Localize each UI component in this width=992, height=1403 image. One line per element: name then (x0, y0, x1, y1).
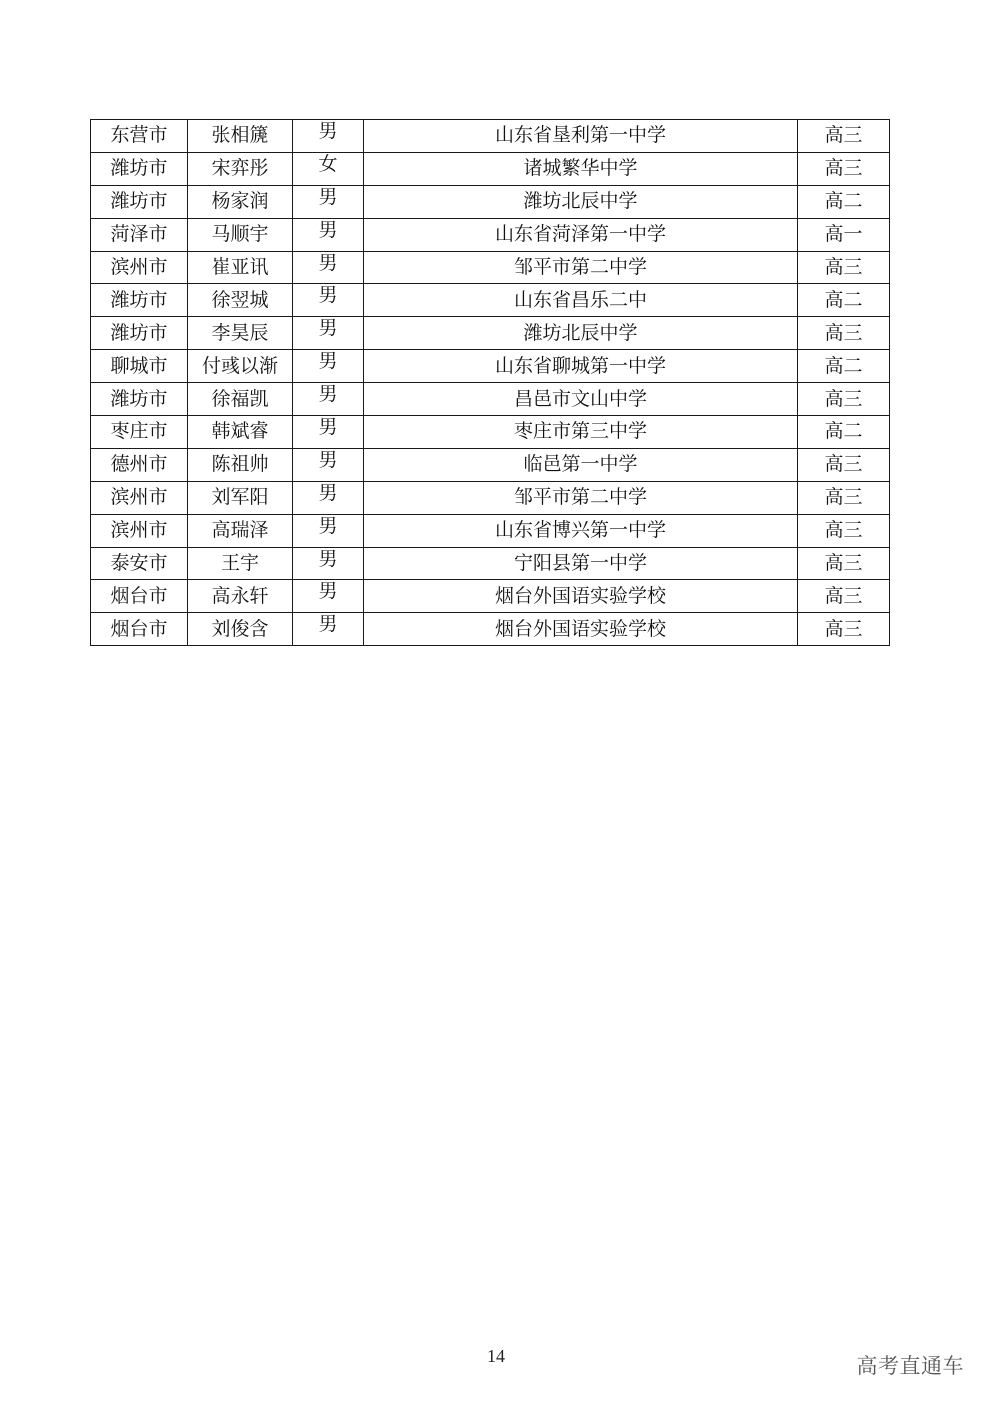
student-name-cell: 韩斌睿 (188, 416, 293, 449)
sex-cell: 男 (293, 284, 364, 317)
table-row (91, 218, 890, 251)
student-roster-table (90, 119, 890, 646)
sex-cell: 男 (293, 350, 364, 383)
grade-cell: 高一 (798, 218, 890, 251)
city-cell: 烟台市 (91, 580, 188, 613)
city-cell: 聊城市 (91, 350, 188, 383)
sex-cell: 男 (293, 481, 364, 514)
city-cell: 潍坊市 (91, 185, 188, 218)
sex-cell: 男 (293, 416, 364, 449)
table-row (91, 547, 890, 580)
grade-cell: 高三 (798, 580, 890, 613)
school-cell: 山东省菏泽第一中学 (364, 218, 798, 251)
sex-cell: 女 (293, 152, 364, 185)
sex-cell: 男 (293, 120, 364, 153)
roster-table-container (90, 119, 889, 646)
school-cell: 邹平市第二中学 (364, 251, 798, 284)
table-row (91, 120, 890, 153)
grade-cell: 高三 (798, 317, 890, 350)
city-cell: 滨州市 (91, 514, 188, 547)
city-cell: 菏泽市 (91, 218, 188, 251)
school-cell: 烟台外国语实验学校 (364, 613, 798, 646)
watermark-text: 高考直通车 (856, 1354, 964, 1378)
student-name-cell: 宋弈彤 (188, 152, 293, 185)
student-name-cell: 王宇 (188, 547, 293, 580)
page-number: 14 (487, 1346, 505, 1366)
school-cell: 昌邑市文山中学 (364, 383, 798, 416)
sex-cell: 男 (293, 218, 364, 251)
grade-cell: 高二 (798, 185, 890, 218)
grade-cell: 高三 (798, 547, 890, 580)
student-name-cell: 崔亚讯 (188, 251, 293, 284)
city-cell: 潍坊市 (91, 383, 188, 416)
city-cell: 潍坊市 (91, 317, 188, 350)
city-cell: 潍坊市 (91, 284, 188, 317)
school-cell: 潍坊北辰中学 (364, 185, 798, 218)
school-cell: 枣庄市第三中学 (364, 416, 798, 449)
school-cell: 山东省聊城第一中学 (364, 350, 798, 383)
school-cell: 烟台外国语实验学校 (364, 580, 798, 613)
table-row (91, 284, 890, 317)
student-name-cell: 徐翌城 (188, 284, 293, 317)
sex-cell: 男 (293, 580, 364, 613)
school-cell: 山东省垦利第一中学 (364, 120, 798, 153)
grade-cell: 高三 (798, 251, 890, 284)
sex-cell: 男 (293, 185, 364, 218)
grade-cell: 高三 (798, 613, 890, 646)
grade-cell: 高二 (798, 350, 890, 383)
sex-cell: 男 (293, 613, 364, 646)
student-name-cell: 陈祖帅 (188, 448, 293, 481)
table-row (91, 185, 890, 218)
school-cell: 诸城繁华中学 (364, 152, 798, 185)
city-cell: 枣庄市 (91, 416, 188, 449)
school-cell: 宁阳县第一中学 (364, 547, 798, 580)
table-row (91, 448, 890, 481)
grade-cell: 高二 (798, 416, 890, 449)
sex-cell: 男 (293, 383, 364, 416)
grade-cell: 高三 (798, 514, 890, 547)
table-row (91, 580, 890, 613)
sex-cell: 男 (293, 251, 364, 284)
student-name-cell: 马顺宇 (188, 218, 293, 251)
student-name-cell: 徐福凯 (188, 383, 293, 416)
table-row (91, 514, 890, 547)
table-row (91, 251, 890, 284)
city-cell: 泰安市 (91, 547, 188, 580)
table-row (91, 613, 890, 646)
table-row (91, 350, 890, 383)
school-cell: 山东省博兴第一中学 (364, 514, 798, 547)
table-row (91, 416, 890, 449)
city-cell: 潍坊市 (91, 152, 188, 185)
student-name-cell: 付彧以渐 (188, 350, 293, 383)
student-name-cell: 李昊辰 (188, 317, 293, 350)
city-cell: 德州市 (91, 448, 188, 481)
table-row (91, 383, 890, 416)
student-name-cell: 刘军阳 (188, 481, 293, 514)
school-cell: 潍坊北辰中学 (364, 317, 798, 350)
student-name-cell: 刘俊含 (188, 613, 293, 646)
city-cell: 滨州市 (91, 481, 188, 514)
school-cell: 临邑第一中学 (364, 448, 798, 481)
student-name-cell: 高永轩 (188, 580, 293, 613)
grade-cell: 高三 (798, 481, 890, 514)
sex-cell: 男 (293, 448, 364, 481)
grade-cell: 高二 (798, 284, 890, 317)
sex-cell: 男 (293, 547, 364, 580)
grade-cell: 高三 (798, 383, 890, 416)
city-cell: 烟台市 (91, 613, 188, 646)
sex-cell: 男 (293, 317, 364, 350)
table-row (91, 152, 890, 185)
grade-cell: 高三 (798, 120, 890, 153)
table-row (91, 481, 890, 514)
roster-table-body (91, 120, 890, 646)
grade-cell: 高三 (798, 448, 890, 481)
table-row (91, 317, 890, 350)
city-cell: 滨州市 (91, 251, 188, 284)
school-cell: 邹平市第二中学 (364, 481, 798, 514)
sex-cell: 男 (293, 514, 364, 547)
school-cell: 山东省昌乐二中 (364, 284, 798, 317)
city-cell: 东营市 (91, 120, 188, 153)
student-name-cell: 高瑞泽 (188, 514, 293, 547)
student-name-cell: 杨家润 (188, 185, 293, 218)
grade-cell: 高三 (798, 152, 890, 185)
student-name-cell: 张相篪 (188, 120, 293, 153)
